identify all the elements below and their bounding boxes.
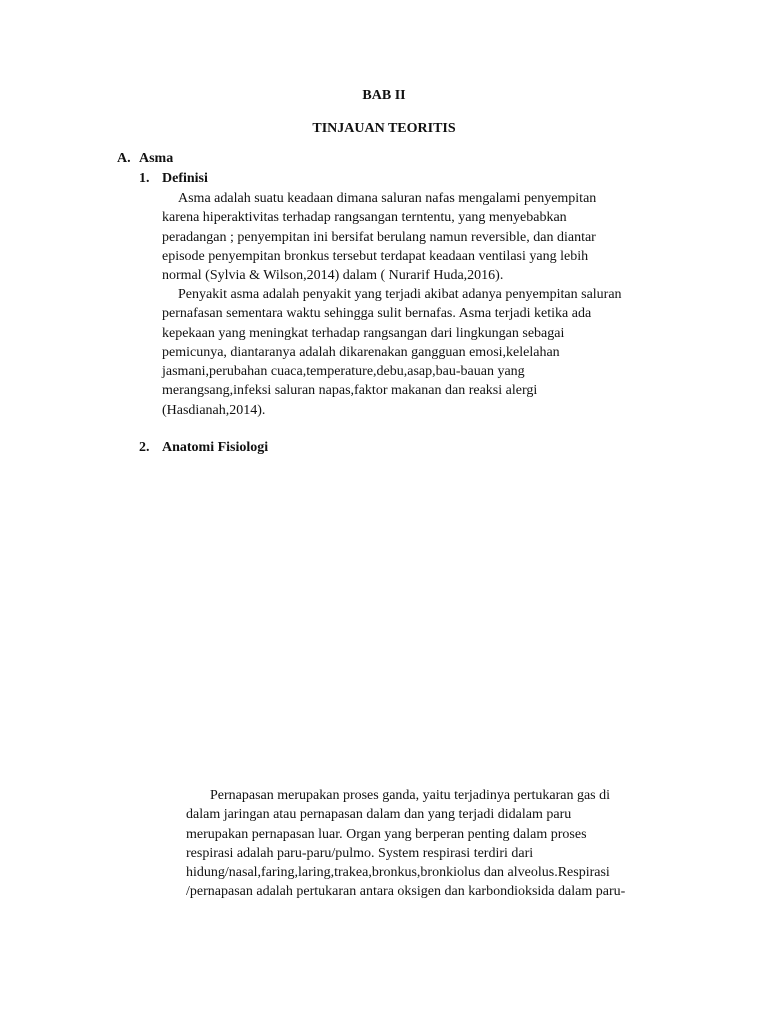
paragraph-line: dalam jaringan atau pernapasan dalam dan yang terjadi didalam paru: [186, 807, 572, 823]
subsection-2-number: 2.: [139, 440, 150, 455]
subsection-1-number: 1.: [139, 171, 150, 186]
paragraph-line: Penyakit asma adalah penyakit yang terjadi akibat adanya penyempitan saluran: [178, 287, 622, 302]
blank-figure-area: [162, 465, 662, 765]
definition-paragraph-1: [162, 189, 596, 285]
subsection-2-title: Anatomi Fisiologi: [162, 440, 269, 455]
paragraph-line: normal (Sylvia & Wilson,2014) dalam ( Nurarif Huda,2016).: [162, 268, 504, 284]
paragraph-line: Pernapasan merupakan proses ganda, yaitu terjadinya pertukaran gas di: [210, 788, 611, 803]
paragraph-line: karena hiperaktivitas terhadap rangsangan terntentu, yang menyebabkan: [162, 210, 567, 226]
paragraph-line: Asma adalah suatu keadaan dimana saluran nafas mengalami penyempitan: [178, 191, 597, 206]
anatomy-paragraph: [186, 786, 625, 902]
paragraph-line: respirasi adalah paru-paru/pulmo. System respirasi terdiri dari: [186, 845, 534, 861]
chapter-heading: BAB II: [362, 88, 406, 103]
paragraph-line: merangsang,infeksi saluran napas,faktor makanan dan reaksi alergi: [162, 383, 538, 399]
paragraph-line: pemicunya, diantaranya adalah dikarenakan gangguan emosi,kelelahan: [162, 344, 560, 360]
paragraph-line: pernafasan sementara waktu sehingga sulit bernafas. Asma terjadi ketika ada: [162, 306, 592, 322]
subsection-1-title: Definisi: [162, 171, 208, 186]
paragraph-line: /pernapasan adalah pertukaran antara oksigen dan karbondioksida dalam paru-: [186, 884, 626, 900]
paragraph-line: hidung/nasal,faring,laring,trakea,bronkus,bronkiolus dan alveolus.Respirasi: [186, 865, 610, 881]
paragraph-line: (Hasdianah,2014).: [162, 402, 266, 418]
section-a-title: Asma: [139, 151, 174, 166]
section-a-heading: [117, 150, 173, 168]
definition-paragraph-2: [162, 285, 622, 420]
paragraph-line: kepekaan yang meningkat terhadap rangsangan dari lingkungan sebagai: [162, 325, 565, 341]
subsection-2-heading: [139, 439, 268, 457]
paragraph-line: peradangan ; penyempitan ini bersifat berulang namun reversible, dan diantar: [162, 229, 596, 245]
subsection-1-heading: [139, 170, 208, 188]
section-a-number: A.: [117, 151, 131, 166]
paragraph-line: episode penyempitan bronkus tersebut terdapat keadaan ventilasi yang lebih: [162, 248, 589, 264]
chapter-title: TINJAUAN TEORITIS: [312, 121, 456, 136]
paragraph-line: jasmani,perubahan cuaca,temperature,debu,asap,bau-bauan yang: [162, 364, 525, 380]
paragraph-line: merupakan pernapasan luar. Organ yang berperan penting dalam proses: [186, 826, 587, 842]
